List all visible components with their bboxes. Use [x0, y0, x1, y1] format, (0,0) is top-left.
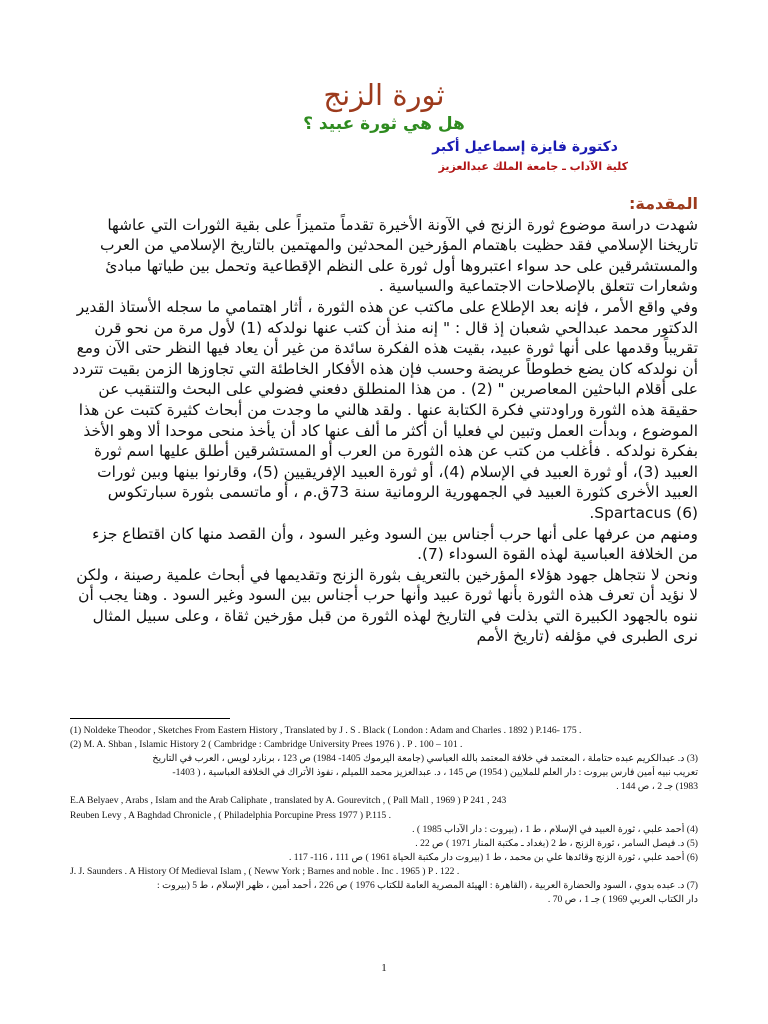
footnote-separator: [70, 718, 230, 719]
footnote: تعريب نبيه أمين فارس بيروت : دار العلم للملايين ( 1954) ص 145 ، د. عبدالعزيز محمد اللميلم ، نفوذ الأتراك في الخلافة العباسية ، ( 1403-: [172, 767, 698, 779]
footnote: E.A Belyaev , Arabs , Islam and the Arab Caliphate , translated by A. Gourevitch , ( Pall Mall , 1969 ) P 241 , 243: [70, 795, 507, 807]
footnote: دار الكتاب العربي 1969 ) جـ 1 ، ص 70 .: [547, 894, 698, 906]
document-title: ثورة الزنج: [323, 78, 445, 112]
footnote: (4) أحمد علبي ، ثورة العبيد في الإسلام ، ط 1 ، (بيروت : دار الآداب 1985 ) .: [412, 823, 698, 835]
footnote: (5) د. فيصل السامر ، ثورة الزنج ، ط 2 (بغداد ـ مكتبة المنار 1971 ) ص 22 .: [415, 837, 698, 849]
footnote: Reuben Levy , A Baghdad Chronicle , ( Philadelphia Porcupine Press 1977 ) P.115 .: [70, 809, 391, 821]
document-subtitle: هل هي ثورة عبيد ؟: [303, 114, 465, 134]
footnote: 1983) جـ 2 ، ص 144 .: [616, 781, 698, 793]
paragraph: شهدت دراسة موضوع ثورة الزنج في الآونة الأخيرة تقدماً متميزاً على بقية الثورات التي عاشها تاريخنا الإسلامي فقد حظيت باهتمام المؤرخين المحدثين والمهتمين بالتاريخ الإسلامي من العرب والمستشرقين على حد سواء اعتبروها أول ثورة على النظم الإقطاعية وتحمل بين طياتها مبادئ وشعارات تتعلق بالإصلاحات الاجتماعية والسياسية .: [99, 215, 698, 296]
footnote: (3) د. عبدالكريم عبده حتاملة ، المعتمد في خلافة المعتمد بالله العباسي (جامعة اليرموك 1405- 1984) ص 123 ، برنارد لويس ، العرب في التاريخ: [152, 753, 698, 765]
paragraph: ونحن لا نتجاهل جهود هؤلاء المؤرخين بالتعريف بثورة الزنج وتقديمها في أبحاث علمية رصينة ، ولكن لا نؤيد أن تعرف هذه الثورة بأنها ثورة عبيد وأنها حرب أجناس بين السود وغير السود . وهنا يجب أن ننوه بالجهود الكبيرة التي بذلت في التاريخ لهذه الثورة من قبل مؤرخين ثقاة ، وعلى سبيل المثال نرى الطبرى في مؤلفه (تاريخ الأمم: [76, 565, 698, 646]
page-number: 1: [381, 962, 387, 974]
footnotes: [70, 724, 698, 907]
author-affiliation: كلية الآداب ـ جامعة الملك عبدالعزيز: [438, 160, 628, 173]
footnote: (6) أحمد علبي ، ثورة الزنج وقائدها علي بن محمد ، ط 1 (بيروت دار مكتبة الحياة 1961 ) ص 111 ، 116- 117 .: [289, 851, 698, 863]
body-text: [70, 194, 698, 647]
footnote: (1) Noldeke Theodor , Sketches From Eastern History , Translated by J . S . Black ( London : Adam and Charles . 1892 ) P.146- 175 .: [70, 725, 582, 736]
footnote: (7) د. عبده بدوي ، السود والحضارة العربية ، (القاهرة : الهيئة المصرية العامة للكتاب 1976 ) ص 226 ، أحمد أمين ، ظهر الإسلام ، ط 5 (بيروت :: [157, 880, 698, 892]
paragraph: ومنهم من عرفها على أنها حرب أجناس بين السود وغير السود ، وأن القصد منها كان اقتطاع جزء من الخلافة العباسية لهذه القوة السوداء (7).: [92, 524, 698, 564]
intro-heading: المقدمة:: [629, 194, 698, 213]
footnote: J. J. Saunders . A History Of Medieval Islam , ( Neww York ; Barnes and noble . Inc . 1965 ) P . 122 .: [70, 865, 460, 877]
paragraph: وفي واقع الأمر ، فإنه بعد الإطلاع على ماكتب عن هذه الثورة ، أثار اهتمامي ما سجله الأستاذ القدير الدكتور محمد عبدالحي شعبان إذ قال : " إنه منذ أن كتب عنها نولدكه (1) لأول مرة من نحو قرن تقريباً وقدمها على أنها ثورة عبيد، بقيت هذه الفكرة سائدة من غير أن يعاد فيها النظر حتى الآن ومع أن نولدكه كان يضع خطوطاً عريضة وحسب فإن هذه الأفكار الخاطئة التي تجاوزها الزمن بقيت تتردد على أقلام الباحثين المعاصرين " (2) . من هذا المنطلق دفعني فضولي على البحث والتنقيب عن حقيقة هذه الثورة وراودتني فكرة الكتابة عنها . ولقد هالني ما وجدت من أبحاث كثيرة كتبت عن هذا الموضوع ، وبدأت العمل وتبين لي فعليا أن أكثر ما ألف عنها كاد أن يأخذ منحى موحدا ألا وهو الأخذ بفكرة نولدكه . فأغلب من كتب عن هذه الثورة من العرب أو المستشرقين أطلق عليها اسم ثورة العبيد (3)، أو ثورة العبيد في الإسلام (4)، أو ثورة العبيد الإفريقيين (5)، وقارنوا بينها وبين ثورات العبيد الأخرى كثورة العبيد في الجمهورية الرومانية سنة 73ق.م ، أو ماتسمى بثورة سبارتكوس Spartacus (6).: [72, 297, 698, 522]
footnote: (2) M. A. Shban , Islamic History 2 ( Cambridge : Cambridge University Prees 1976 ) . P . 100 – 101 .: [70, 739, 463, 751]
author-name: دكتورة فايزة إسماعيل أكبر: [432, 139, 618, 155]
